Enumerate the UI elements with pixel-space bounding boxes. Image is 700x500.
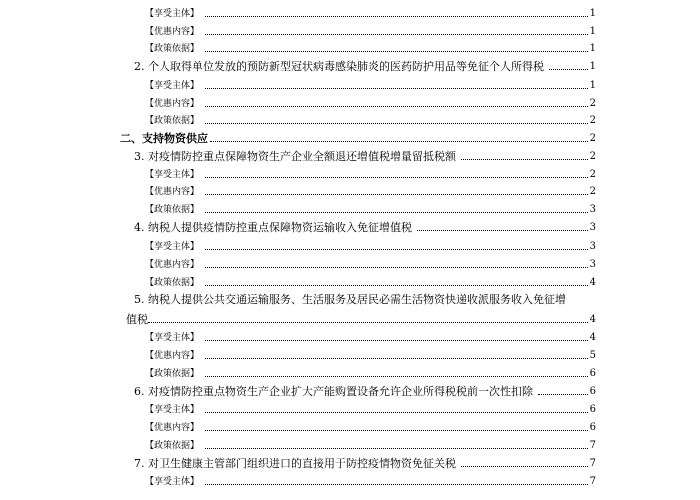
toc-subentry[interactable] xyxy=(0,366,700,382)
toc-subentry[interactable] xyxy=(0,474,700,490)
dot-leader xyxy=(205,43,588,52)
toc-entry[interactable] xyxy=(0,384,700,400)
page-number: 2 xyxy=(588,96,596,112)
dot-leader xyxy=(205,80,588,89)
toc-subentry[interactable] xyxy=(0,239,700,255)
dot-leader xyxy=(205,169,588,178)
toc-entry-title: 【享受主体】 xyxy=(145,330,202,346)
toc-entry[interactable] xyxy=(0,312,700,328)
page-number: 2 xyxy=(588,167,596,183)
toc-entry-title: 【享受主体】 xyxy=(145,6,202,22)
toc-subentry[interactable] xyxy=(0,167,700,183)
dot-leader xyxy=(205,368,588,377)
toc-subentry[interactable] xyxy=(0,96,700,112)
page-number: 5 xyxy=(588,348,596,364)
toc-subentry[interactable] xyxy=(0,6,700,22)
toc-entry-title: 【优惠内容】 xyxy=(145,184,202,200)
dot-leader xyxy=(205,277,588,286)
page-number: 2 xyxy=(588,113,596,129)
toc-entry-title: 7. 对卫生健康主管部门组织进口的直接用于防控疫情物资免征关税 xyxy=(134,456,459,472)
toc-entry-title: 【优惠内容】 xyxy=(145,96,202,112)
toc-subentry[interactable] xyxy=(0,420,700,436)
toc-entry-title: 【政策依据】 xyxy=(145,202,202,218)
toc-entry-title: 【享受主体】 xyxy=(145,239,202,255)
toc-entry[interactable] xyxy=(0,456,700,472)
page-number: 1 xyxy=(588,6,596,22)
dot-leader xyxy=(205,476,588,485)
dot-leader xyxy=(417,222,588,231)
page-number: 7 xyxy=(588,474,596,490)
dot-leader xyxy=(205,241,588,250)
toc-entry-title: 【政策依据】 xyxy=(145,366,202,382)
toc-entry-title: 值税 xyxy=(126,312,151,328)
toc-subentry[interactable] xyxy=(0,78,700,94)
toc-subentry[interactable] xyxy=(0,275,700,291)
toc-entry[interactable] xyxy=(0,59,700,75)
toc-entry[interactable] xyxy=(0,149,700,165)
toc-subentry[interactable] xyxy=(0,330,700,346)
toc-entry[interactable] xyxy=(0,220,700,236)
page-number: 3 xyxy=(588,257,596,273)
page-number: 2 xyxy=(588,184,596,200)
dot-leader xyxy=(205,404,588,413)
toc-entry-title: 6. 对疫情防控重点物资生产企业扩大产能购置设备允许企业所得税税前一次性扣除 xyxy=(134,384,536,400)
toc-entry-title: 4. 纳税人提供疫情防控重点保障物资运输收入免征增值税 xyxy=(134,220,415,236)
dot-leader xyxy=(205,440,588,449)
page-number: 4 xyxy=(588,275,596,291)
toc-entry-title: 5. 纳税人提供公共交通运输服务、生活服务及居民必需生活物资快递收派服务收入免征增 xyxy=(134,292,569,308)
toc-entry[interactable] xyxy=(0,292,700,308)
dot-leader xyxy=(205,186,588,195)
toc-entry-title: 【享受主体】 xyxy=(145,402,202,418)
page-number: 6 xyxy=(588,366,596,382)
page-number: 7 xyxy=(588,438,596,454)
toc-section[interactable] xyxy=(0,131,700,147)
page-number: 2 xyxy=(588,131,596,147)
dot-leader xyxy=(205,259,588,268)
toc-entry-title: 2. 个人取得单位发放的预防新型冠状病毒感染肺炎的医药防护用品等免征个人所得税 xyxy=(134,59,547,75)
toc-subentry[interactable] xyxy=(0,438,700,454)
toc-entry-title: 【政策依据】 xyxy=(145,438,202,454)
dot-leader xyxy=(205,422,588,431)
toc-subentry[interactable] xyxy=(0,202,700,218)
dot-leader xyxy=(205,26,588,35)
page-number: 1 xyxy=(588,78,596,94)
dot-leader xyxy=(461,458,588,467)
toc-subentry[interactable] xyxy=(0,24,700,40)
page-number: 3 xyxy=(588,202,596,218)
toc-entry-title: 【政策依据】 xyxy=(145,41,202,57)
toc-subentry[interactable] xyxy=(0,402,700,418)
toc-entry-title: 【政策依据】 xyxy=(145,113,202,129)
dot-leader xyxy=(205,350,588,359)
dot-leader xyxy=(148,314,588,323)
toc-subentry[interactable] xyxy=(0,348,700,364)
page-number: 3 xyxy=(588,239,596,255)
dot-leader xyxy=(538,386,588,395)
page-number: 1 xyxy=(588,59,596,75)
dot-leader xyxy=(210,133,588,142)
dot-leader xyxy=(549,61,588,70)
toc-entry-title: 【优惠内容】 xyxy=(145,24,202,40)
page-number: 6 xyxy=(588,384,596,400)
dot-leader xyxy=(205,115,588,124)
page-number: 7 xyxy=(588,456,596,472)
dot-leader xyxy=(205,98,588,107)
page-number: 2 xyxy=(588,149,596,165)
page-number: 6 xyxy=(588,402,596,418)
toc-subentry[interactable] xyxy=(0,257,700,273)
toc-subentry[interactable] xyxy=(0,184,700,200)
toc-entry-title: 3. 对疫情防控重点保障物资生产企业全额退还增值税增量留抵税额 xyxy=(134,149,459,165)
page-number: 1 xyxy=(588,41,596,57)
page-number: 4 xyxy=(588,330,596,346)
toc-subentry[interactable] xyxy=(0,113,700,129)
toc-subentry[interactable] xyxy=(0,41,700,57)
dot-leader xyxy=(205,204,588,213)
page-number: 4 xyxy=(588,312,596,328)
toc-entry-title: 【政策依据】 xyxy=(145,275,202,291)
toc-entry-title: 【优惠内容】 xyxy=(145,257,202,273)
page-number: 1 xyxy=(588,24,596,40)
dot-leader xyxy=(461,151,588,160)
toc-entry-title: 【享受主体】 xyxy=(145,167,202,183)
toc-entry-title: 【享受主体】 xyxy=(145,78,202,94)
page-number: 6 xyxy=(588,420,596,436)
toc-entry-title: 【优惠内容】 xyxy=(145,348,202,364)
toc-entry-title: 【享受主体】 xyxy=(145,474,202,490)
dot-leader xyxy=(205,332,588,341)
page-number: 3 xyxy=(588,220,596,236)
toc-entry-title: 二、支持物资供应 xyxy=(120,131,211,147)
dot-leader xyxy=(205,8,588,17)
toc-entry-title: 【优惠内容】 xyxy=(145,420,202,436)
